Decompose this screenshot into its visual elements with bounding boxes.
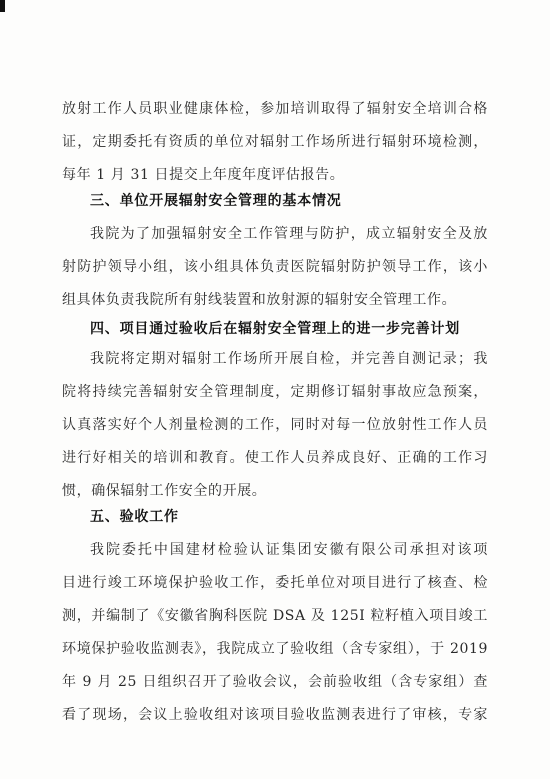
scan-corner-mark bbox=[0, 0, 5, 12]
paragraph-4-line-5: 年 9 月 25 日组织召开了验收会议，会前验收组（含专家组）查 bbox=[62, 674, 488, 690]
section-heading-3: 三、单位开展辐射安全管理的基本情况 bbox=[90, 193, 342, 209]
paragraph-2-line-2: 射防护领导小组，该小组具体负责医院辐射防护领导工作，该小 bbox=[62, 259, 488, 275]
paragraph-4-line-3: 测，并编制了《安徽省胸科医院 DSA 及 125I 粒籽植入项目竣工 bbox=[62, 608, 488, 624]
paragraph-1-line-3: 每年 1 月 31 日提交上年度年度评估报告。 bbox=[62, 167, 345, 183]
paragraph-2-line-3: 组具体负责我院所有射线装置和放射源的辐射安全管理工作。 bbox=[62, 292, 457, 308]
paragraph-4-line-4: 环境保护验收监测表》，我院成立了验收组（含专家组），于 2019 bbox=[62, 641, 488, 657]
paragraph-4-line-6: 看了现场，会议上验收组对该项目验收监测表进行了审核，专家 bbox=[62, 707, 488, 723]
section-heading-4: 四、项目通过验收后在辐射安全管理上的进一步完善计划 bbox=[90, 321, 460, 337]
paragraph-4-line-1: 我院委托中国建材检验认证集团安徽有限公司承担对该项 bbox=[90, 542, 488, 558]
paragraph-3-line-2: 院将持续完善辐射安全管理制度，定期修订辐射事故应急预案， bbox=[62, 384, 488, 400]
paragraph-3-line-3: 认真落实好个人剂量检测的工作，同时对每一位放射性工作人员 bbox=[62, 417, 488, 433]
paragraph-1-line-1: 放射工作人员职业健康体检，参加培训取得了辐射安全培训合格 bbox=[62, 101, 488, 117]
paragraph-2-line-1: 我院为了加强辐射安全工作管理与防护，成立辐射安全及放 bbox=[90, 226, 488, 242]
paragraph-1-line-2: 证，定期委托有资质的单位对辐射工作场所进行辐射环境检测， bbox=[62, 134, 488, 150]
paragraph-4-line-2: 目进行竣工环境保护验收工作，委托单位对项目进行了核查、检 bbox=[62, 575, 488, 591]
paragraph-3-line-4: 进行好相关的培训和教育。使工作人员养成良好、正确的工作习 bbox=[62, 450, 488, 466]
section-heading-5: 五、验收工作 bbox=[90, 509, 179, 525]
paragraph-3-line-5: 惯，确保辐射工作安全的开展。 bbox=[62, 483, 267, 499]
paragraph-3-line-1: 我院将定期对辐射工作场所开展自检，并完善自测记录；我 bbox=[90, 351, 488, 367]
